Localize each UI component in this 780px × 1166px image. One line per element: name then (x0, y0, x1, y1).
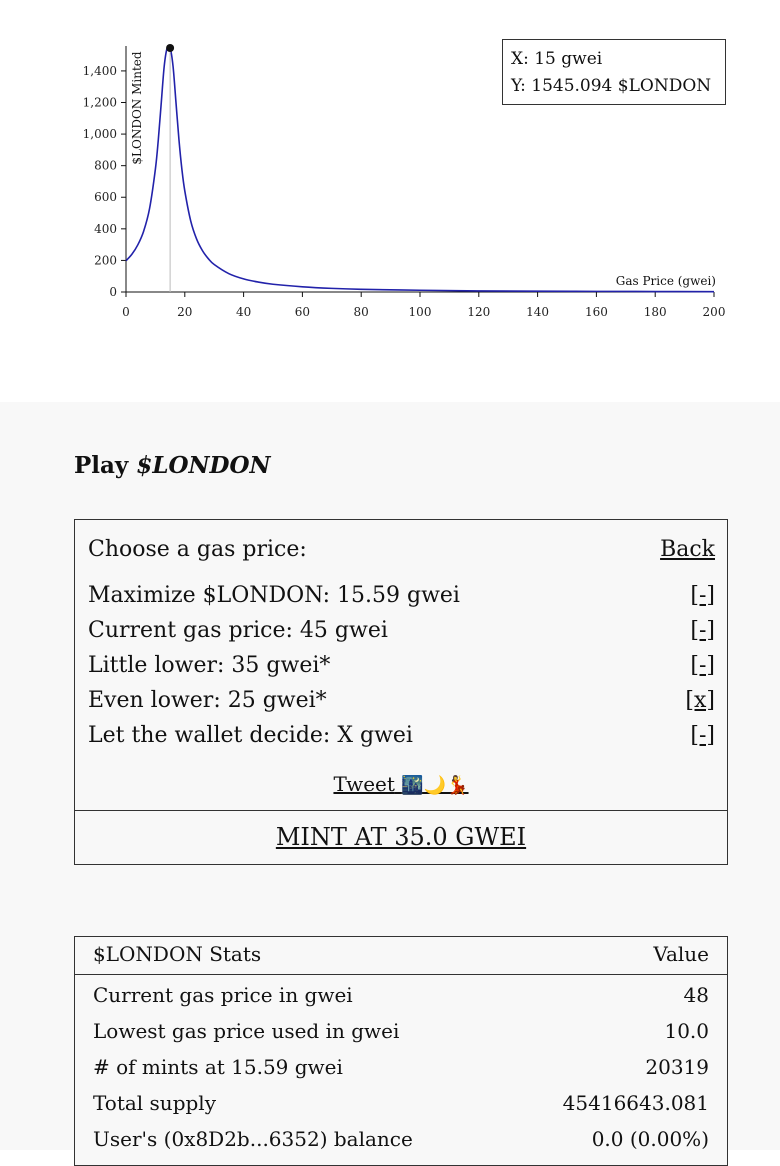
chart-tooltip (502, 39, 726, 105)
stat-value: 0.0 (0.00%) (591, 1127, 709, 1151)
gas-option-toggle[interactable]: [-] (690, 618, 715, 643)
tweet-row (75, 770, 727, 800)
stat-name: Total supply (93, 1091, 216, 1115)
y-tick-label: 1,400 (82, 63, 117, 78)
table-row (93, 1086, 709, 1120)
x-tick-label: 100 (408, 305, 432, 319)
chart-section (0, 0, 780, 402)
hover-point (166, 44, 174, 52)
y-tick-label: 0 (109, 285, 117, 299)
gas-option[interactable] (88, 580, 715, 612)
tweet-label: Tweet (333, 772, 395, 796)
x-tick-label: 140 (526, 305, 550, 319)
gas-option-label: Let the wallet decide: X gwei (88, 723, 413, 748)
play-title-token: $LONDON (136, 452, 271, 479)
gas-option-label: Even lower: 25 gwei* (88, 688, 327, 713)
stat-value: 45416643.081 (562, 1091, 709, 1115)
stat-name: Current gas price in gwei (93, 983, 353, 1007)
mint-button[interactable]: MINT AT 35.0 GWEI (275, 823, 527, 851)
stats-table (74, 936, 728, 1166)
gas-price-panel (74, 519, 728, 865)
table-row (93, 1122, 709, 1156)
x-tick-label: 180 (643, 305, 667, 319)
stats-header-name: $LONDON Stats (93, 942, 262, 966)
gas-option[interactable] (88, 650, 715, 682)
stat-value: 48 (683, 983, 709, 1007)
table-row (93, 1050, 709, 1084)
y-tick-label: 400 (94, 221, 117, 236)
x-tick-label: 200 (702, 305, 726, 319)
stat-value: 20319 (645, 1055, 709, 1079)
play-title-prefix: Play (74, 452, 129, 479)
stats-header-value: Value (653, 942, 709, 966)
tweet-link[interactable] (333, 772, 468, 796)
y-tick-label: 800 (94, 158, 117, 173)
tooltip-x: X: 15 gwei (511, 49, 603, 69)
back-link[interactable]: Back (660, 537, 715, 562)
y-axis-label: $LONDON Minted (130, 51, 144, 165)
choose-row (88, 534, 715, 566)
stat-name: Lowest gas price used in gwei (93, 1019, 400, 1043)
y-tick-label: 600 (94, 190, 117, 205)
stat-name: # of mints at 15.59 gwei (93, 1055, 343, 1079)
x-tick-label: 80 (353, 305, 369, 319)
tweet-emoji: 🌃🌙💃 (401, 775, 469, 796)
gas-option-toggle[interactable]: [-] (690, 723, 715, 748)
choose-label: Choose a gas price: (88, 537, 307, 562)
table-row (93, 978, 709, 1012)
y-tick-label: 1,200 (82, 95, 117, 110)
stats-header (75, 937, 727, 975)
gas-option-label: Maximize $LONDON: 15.59 gwei (88, 583, 460, 608)
gas-option[interactable] (88, 720, 715, 752)
gas-option-toggle[interactable]: [x] (685, 688, 715, 713)
gas-option-toggle[interactable]: [-] (690, 653, 715, 678)
x-tick-label: 120 (467, 305, 491, 319)
stat-name: User's (0x8D2b...6352) balance (93, 1127, 413, 1151)
gas-option[interactable] (88, 615, 715, 647)
x-axis-label: Gas Price (gwei) (615, 274, 716, 288)
x-tick-label: 20 (177, 305, 193, 319)
gas-option-label: Little lower: 35 gwei* (88, 653, 331, 678)
stat-value: 10.0 (664, 1019, 709, 1043)
gas-option[interactable] (88, 685, 715, 717)
y-tick-label: 200 (94, 253, 117, 268)
x-tick-label: 40 (235, 305, 252, 319)
x-tick-label: 60 (294, 305, 311, 319)
panel-divider (75, 810, 727, 811)
gas-option-label: Current gas price: 45 gwei (88, 618, 388, 643)
x-tick-label: 160 (584, 305, 608, 319)
play-title (74, 452, 271, 479)
x-tick-label: 0 (122, 305, 130, 319)
y-tick-label: 1,000 (82, 127, 117, 142)
tooltip-y: Y: 1545.094 $LONDON (511, 76, 712, 96)
gas-option-toggle[interactable]: [-] (690, 583, 715, 608)
table-row (93, 1014, 709, 1048)
